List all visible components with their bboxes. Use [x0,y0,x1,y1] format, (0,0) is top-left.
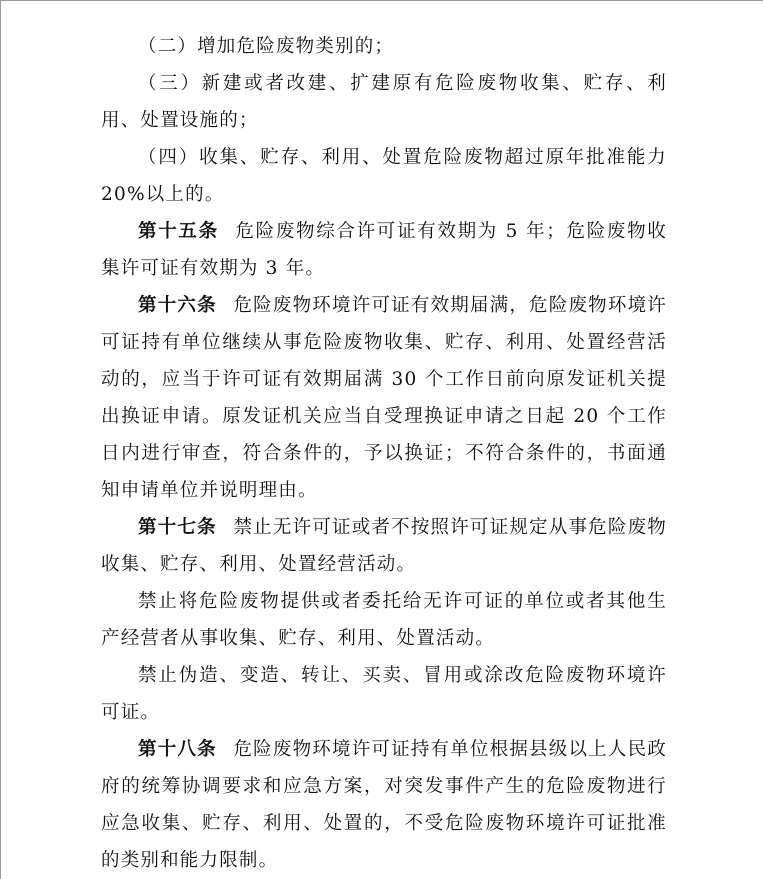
paragraph-text: （四）收集、贮存、利用、处置危险废物超过原年批准能力 20%以上的。 [101,147,667,205]
article-15 [101,213,667,287]
article-heading: 第十八条 [138,739,217,760]
article-17-paragraph-2 [101,583,667,657]
article-18 [101,731,667,879]
page-left-border [0,0,1,879]
article-16 [101,287,667,509]
article-heading: 第十五条 [138,221,219,242]
article-17 [101,509,667,583]
paragraph-text: 危险废物环境许可证持有单位根据县级以上人民政府的统筹协调要求和应急方案，对突发事件产生的危险废物进行应急收集、贮存、利用、处置的，不受危险废物环境许可证批准的类别和能力限制。 [101,739,667,871]
article-heading: 第十七条 [138,517,217,538]
article-17-paragraph-3 [101,657,667,731]
page-top-border [0,0,763,1]
paragraph-text: （三）新建或者改建、扩建原有危险废物收集、贮存、利用、处置设施的； [101,73,667,131]
clause-item-3 [101,65,667,139]
document-body [101,28,667,879]
paragraph-text: 禁止无许可证或者不按照许可证规定从事危险废物收集、贮存、利用、处置经营活动。 [101,517,667,575]
clause-item-2 [101,28,667,65]
article-heading: 第十六条 [138,295,217,316]
paragraph-text: 危险废物综合许可证有效期为 5 年；危险废物收集许可证有效期为 3 年。 [101,221,667,279]
paragraph-text: 禁止将危险废物提供或者委托给无许可证的单位或者其他生产经营者从事收集、贮存、利用、处置活动。 [101,591,667,649]
paragraph-text: 禁止伪造、变造、转让、买卖、冒用或涂改危险废物环境许可证。 [101,665,667,723]
paragraph-text: （二）增加危险废物类别的； [138,36,395,57]
clause-item-4 [101,139,667,213]
paragraph-text: 危险废物环境许可证有效期届满，危险废物环境许可证持有单位继续从事危险废物收集、贮存、利用、处置经营活动的，应当于许可证有效期届满 30 个工作日前向原发证机关提出换证申请。原发证机关应当自受理换证申请之日起 20 个工作日内进行审查，符合条件的，予以换证；不符合条件的，书面通知申请单位并说明理由。 [101,295,667,501]
